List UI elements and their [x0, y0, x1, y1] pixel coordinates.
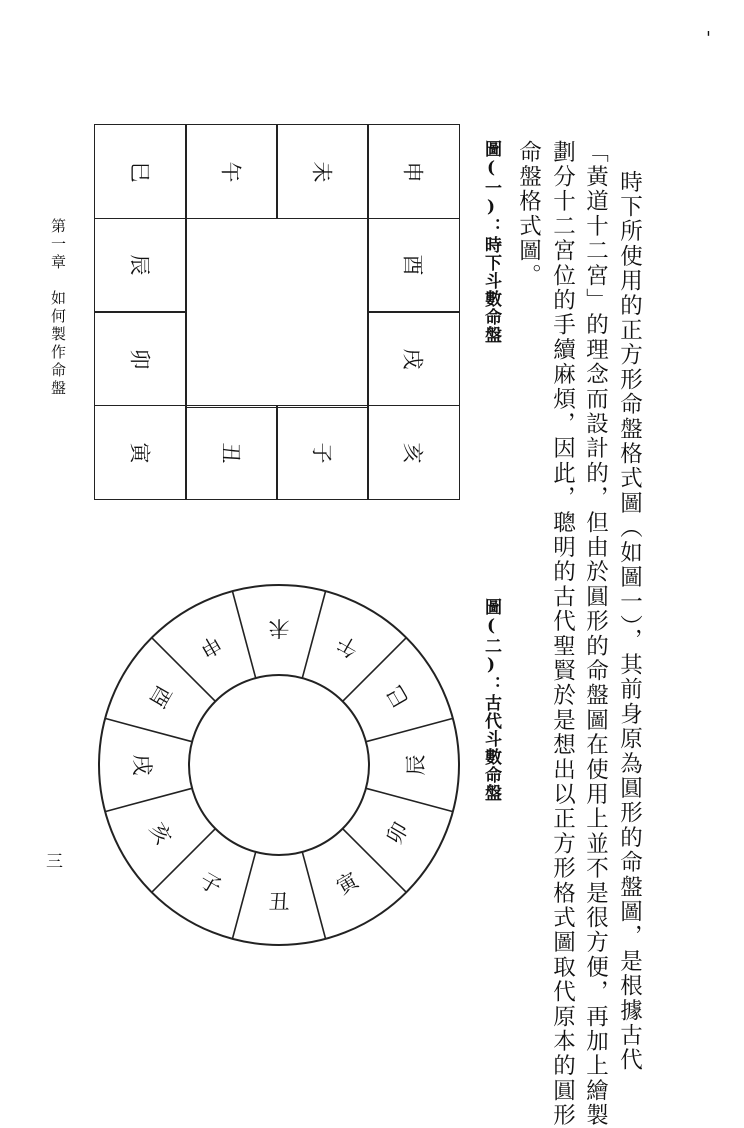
square-chart — [94, 124, 460, 500]
inner-ring — [189, 675, 369, 855]
branch-label: 戌 — [130, 754, 154, 776]
palace-cell-si: 巳 — [94, 124, 187, 219]
running-head: 第一章 如何製作命盤 — [49, 218, 67, 398]
palace-cell-xu: 戌 — [367, 311, 460, 406]
branch-label: 寅 — [332, 868, 363, 900]
branch-label: 酉 — [144, 681, 176, 712]
sector-divider — [366, 718, 453, 741]
sector-divider — [105, 788, 192, 811]
sector-divider — [232, 852, 255, 939]
round-chart — [94, 576, 464, 966]
sector-divider — [302, 852, 325, 939]
palace-cell-zi: 子 — [276, 405, 369, 500]
chart-center — [185, 218, 369, 408]
branch-label: 亥 — [144, 818, 176, 849]
palace-cell-hai: 亥 — [367, 405, 460, 500]
body-line-3: 劃分十二宮位的手續麻煩，因此，聰明的古代聖賢於是想出以正方形格式圖取代原本的圓形 — [549, 140, 576, 1128]
palace-cell-chen: 辰 — [94, 218, 187, 313]
palace-cell-yin: 寅 — [94, 405, 187, 500]
sector-divider — [366, 788, 453, 811]
palace-cell-wei: 未 — [276, 124, 369, 219]
page-mark: ' — [706, 28, 711, 49]
sector-divider — [232, 591, 255, 678]
branch-label: 申 — [195, 630, 226, 662]
palace-cell-shen: 申 — [367, 124, 460, 219]
branch-label: 卯 — [382, 818, 414, 849]
branch-label: 未 — [268, 616, 290, 640]
palace-cell-wu: 午 — [185, 124, 278, 219]
figure-caption-round: 圖(二)：古代斗數命盤 — [481, 598, 501, 802]
palace-cell-mao: 卯 — [94, 311, 187, 406]
body-line-1: 時下所使用的正方形命盤格式圖（如圖一），其前身原為圓形的命盤圖，是根據古代 — [616, 170, 643, 1073]
branch-label: 辰 — [404, 754, 428, 776]
branch-label: 巳 — [382, 681, 414, 712]
branch-label: 子 — [195, 868, 226, 900]
sector-divider — [105, 718, 192, 741]
palace-cell-chou: 丑 — [185, 405, 278, 500]
branch-label: 丑 — [268, 890, 290, 914]
branch-label: 午 — [332, 630, 363, 662]
page-number: 三 — [42, 852, 62, 869]
sector-divider — [302, 591, 325, 678]
body-line-4: 命盤格式圖。 — [515, 140, 542, 289]
figure-caption-square: 圖(一)：時下斗數命盤 — [481, 140, 501, 344]
body-line-2: 「黃道十二宮」的理念而設計的，但由於圓形的命盤圖在使用上並不是很方便，再加上繪製 — [582, 140, 609, 1128]
palace-cell-you: 酉 — [367, 218, 460, 313]
